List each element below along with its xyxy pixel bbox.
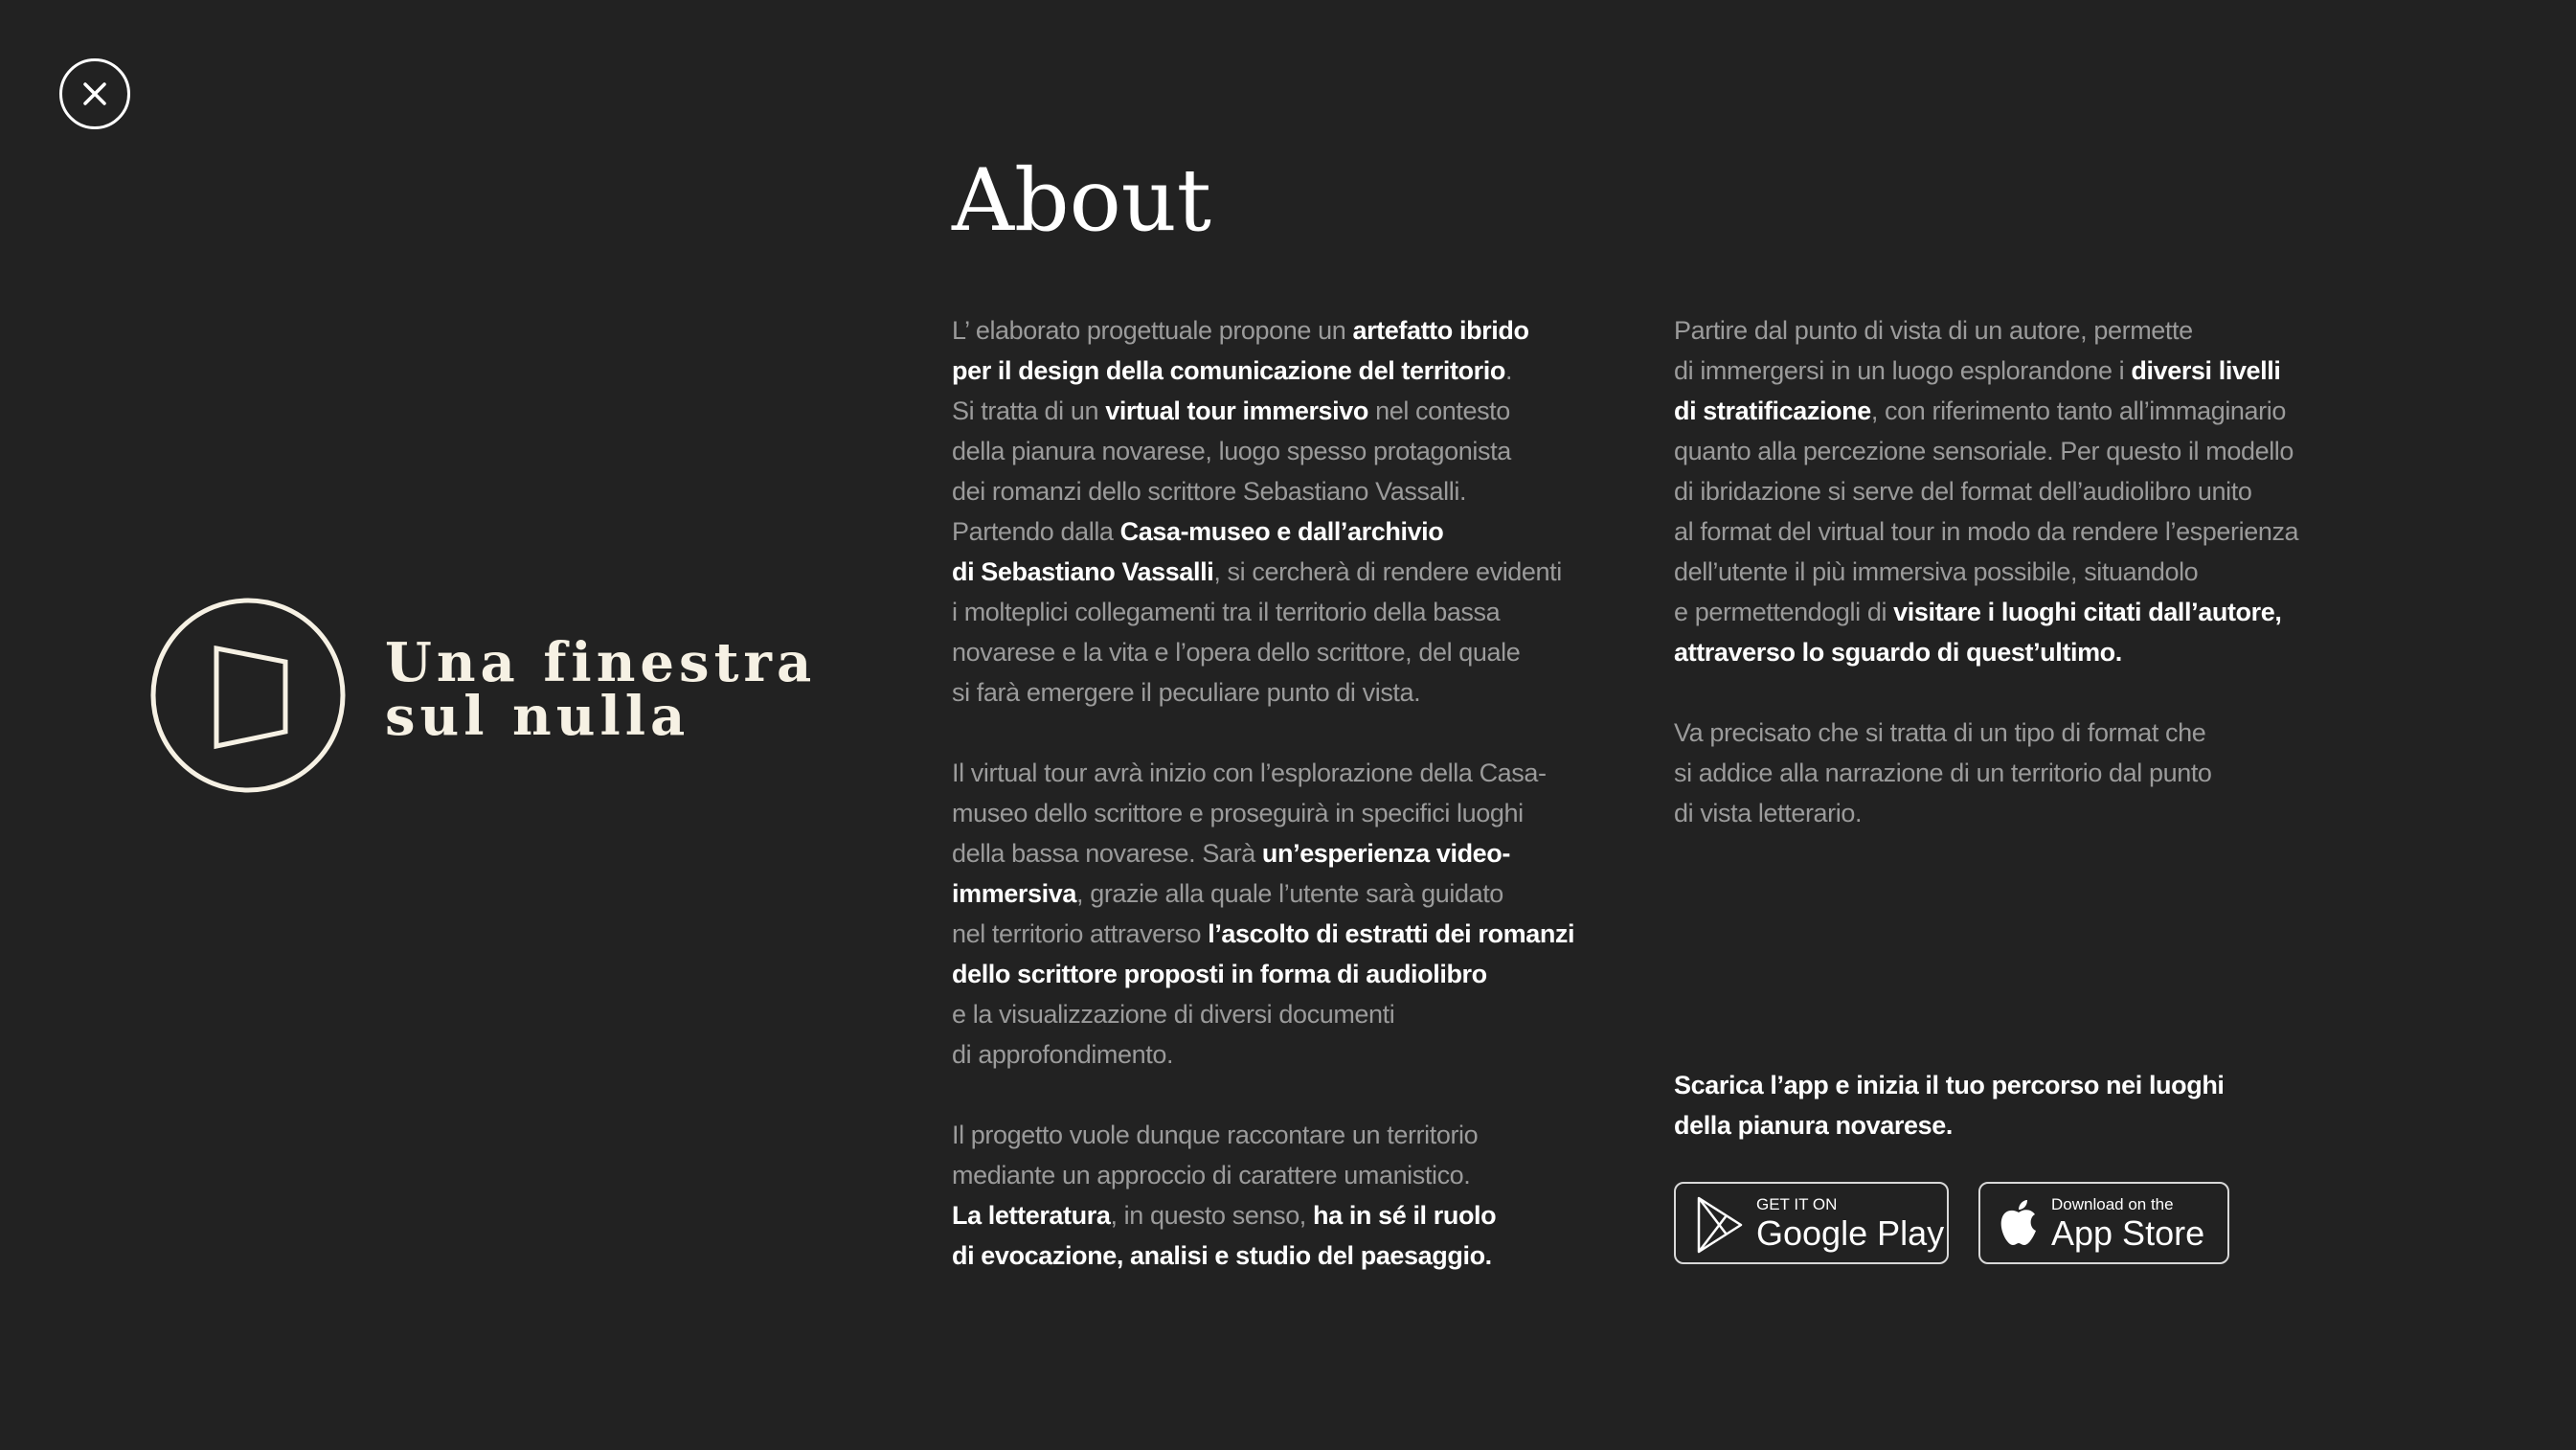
- highlighted-text: Casa-museo e dall’archivio: [1119, 517, 1444, 546]
- body-text: Il progetto vuole dunque raccontare un territorio: [952, 1121, 1479, 1149]
- body-text: al format del virtual tour in modo da rendere l’esperienza: [1674, 517, 2299, 546]
- highlighted-text: dello scrittore proposti in forma di audiolibro: [952, 960, 1487, 988]
- google-play-button[interactable]: [1674, 1182, 1949, 1264]
- body-text: i molteplici collegamenti tra il territorio della bassa: [952, 598, 1501, 626]
- about-paragraph: [1674, 310, 2344, 672]
- highlighted-text: di evocazione, analisi e studio del paesaggio.: [952, 1241, 1492, 1270]
- app-store-small-label: Download on the: [2051, 1195, 2174, 1213]
- body-text: novarese e la vita e l’opera dello scrittore, del quale: [952, 638, 1521, 667]
- google-play-small-label: GET IT ON: [1756, 1195, 1838, 1213]
- body-text: Il virtual tour avrà inizio con l’esplorazione della Casa-: [952, 759, 1547, 787]
- highlighted-text: La letteratura: [952, 1201, 1111, 1230]
- about-paragraph: [952, 753, 1622, 1075]
- app-store-button[interactable]: [1978, 1182, 2229, 1264]
- highlighted-text: attraverso lo sguardo di quest’ultimo.: [1674, 638, 2122, 667]
- highlighted-text: un’esperienza video-: [1261, 839, 1510, 868]
- about-paragraph: [1674, 713, 2344, 833]
- highlighted-text: immersiva: [952, 879, 1076, 908]
- highlighted-text: visitare i luoghi citati dall’autore,: [1893, 598, 2282, 626]
- body-text: della bassa novarese. Sarà: [952, 839, 1262, 868]
- body-text: e permettendogli di: [1674, 598, 1894, 626]
- close-icon: [62, 61, 127, 126]
- highlighted-text: ha in sé il ruolo: [1313, 1201, 1497, 1230]
- body-text: Partire dal punto di vista di un autore, permette: [1674, 316, 2193, 345]
- body-text: , in questo senso,: [1110, 1201, 1314, 1230]
- body-text: , si cercherà di rendere evidenti: [1213, 557, 1562, 586]
- body-text: Va precisato che si tratta di un tipo di format che: [1674, 718, 2206, 747]
- body-text: quanto alla percezione sensoriale. Per questo il modello: [1674, 437, 2294, 465]
- body-text: della pianura novarese, luogo spesso protagonista: [952, 437, 1511, 465]
- highlighted-text: di Sebastiano Vassalli: [952, 557, 1214, 586]
- highlighted-text: diversi livelli: [2131, 356, 2281, 385]
- logo-title-line1: Una finestra: [385, 631, 817, 694]
- body-text: nel territorio attraverso: [952, 919, 1209, 948]
- highlighted-text: per il design della comunicazione del territorio: [952, 356, 1505, 385]
- cta-line2: della pianura novarese.: [1674, 1111, 1953, 1140]
- about-paragraph: [952, 310, 1622, 713]
- apple-icon: [1998, 1196, 2040, 1250]
- body-text: di immergersi in un luogo esplorandone i: [1674, 356, 2132, 385]
- highlighted-text: artefatto ibrido: [1352, 316, 1529, 345]
- body-text: dell’utente il più immersiva possibile, situandolo: [1674, 557, 2199, 586]
- logo: [150, 598, 821, 793]
- body-text: di vista letterario.: [1674, 799, 1863, 827]
- body-text: mediante un approccio di carattere umanistico.: [952, 1161, 1471, 1189]
- body-text: , grazie alla quale l’utente sarà guidato: [1076, 879, 1503, 908]
- body-text: L’ elaborato progettuale propone un: [952, 316, 1353, 345]
- about-right-column: [1674, 310, 2344, 873]
- google-play-label: Google Play: [1756, 1213, 1945, 1253]
- download-cta: [1674, 1065, 2344, 1145]
- body-text: Partendo dalla: [952, 517, 1120, 546]
- body-text: dei romanzi dello scrittore Sebastiano Vassalli.: [952, 477, 1467, 506]
- logo-title-line2: sul nulla: [385, 685, 690, 748]
- body-text: di approfondimento.: [952, 1040, 1174, 1069]
- body-text: .: [1504, 356, 1513, 385]
- body-text: , con riferimento tanto all’immaginario: [1870, 396, 2286, 425]
- body-text: nel contesto: [1367, 396, 1510, 425]
- about-paragraph: [952, 1115, 1622, 1276]
- body-text: si farà emergere il peculiare punto di vista.: [952, 678, 1421, 707]
- highlighted-text: di stratificazione: [1674, 396, 1871, 425]
- body-text: Si tratta di un: [952, 396, 1106, 425]
- highlighted-text: virtual tour immersivo: [1105, 396, 1368, 425]
- app-store-label: App Store: [2051, 1213, 2205, 1253]
- highlighted-text: l’ascolto di estratti dei romanzi: [1208, 919, 1575, 948]
- logo-title: [385, 631, 817, 748]
- cta-line1: Scarica l’app e inizia il tuo percorso nei luoghi: [1674, 1071, 2225, 1099]
- page-title: About: [952, 150, 1211, 251]
- google-play-icon: [1695, 1195, 1745, 1255]
- window-frame-icon: [150, 598, 346, 793]
- body-text: si addice alla narrazione di un territorio dal punto: [1674, 759, 2212, 787]
- close-button[interactable]: [59, 58, 130, 129]
- about-left-column: [952, 310, 1622, 1316]
- body-text: e la visualizzazione di diversi documenti: [952, 1000, 1395, 1029]
- body-text: di ibridazione si serve del format dell’audiolibro unito: [1674, 477, 2252, 506]
- body-text: museo dello scrittore e proseguirà in specifici luoghi: [952, 799, 1524, 827]
